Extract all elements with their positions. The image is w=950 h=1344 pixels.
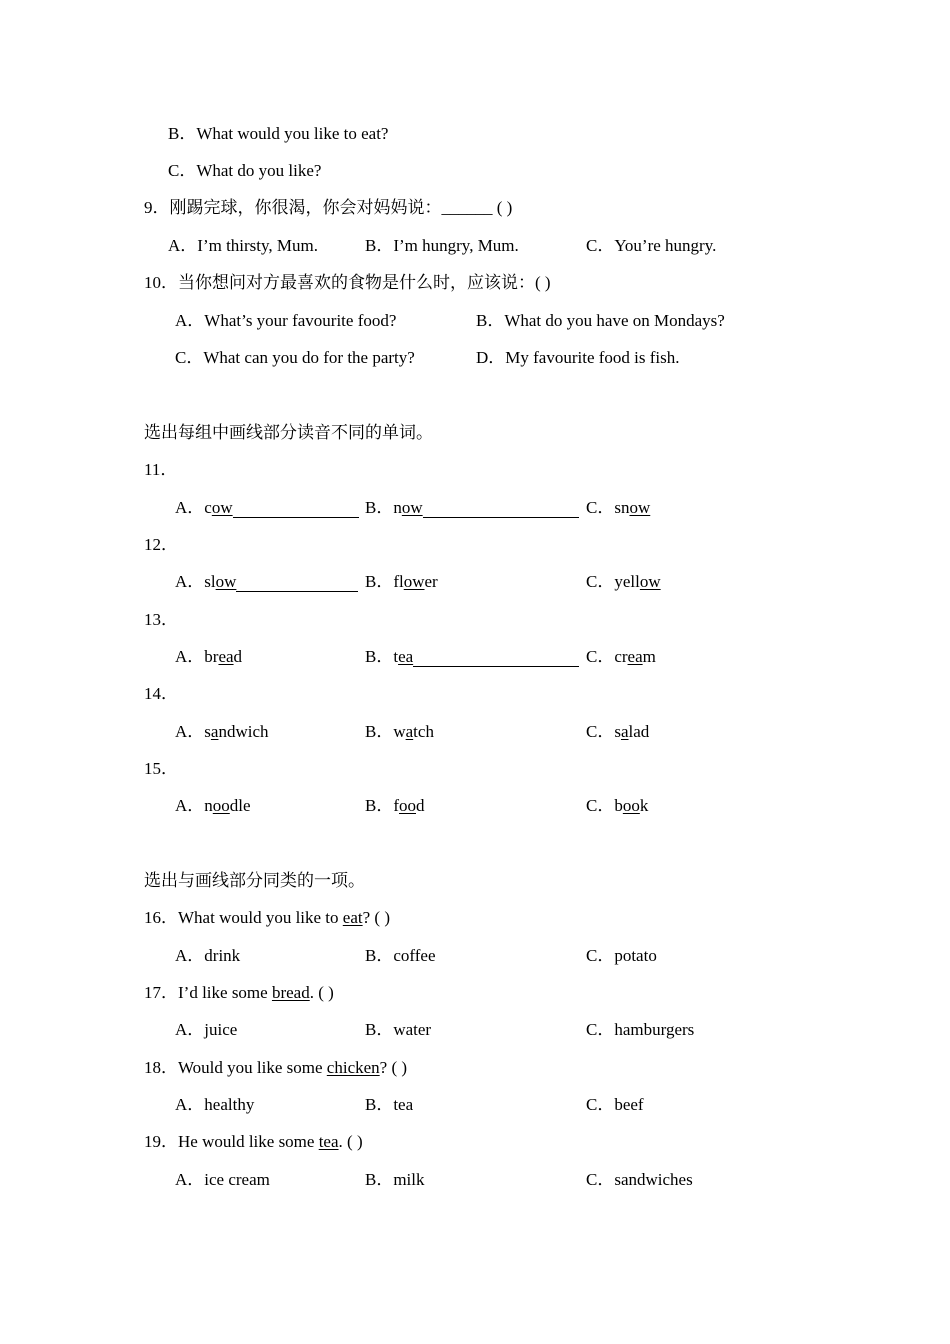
q8-option-b: B．What would you like to eat?: [168, 124, 389, 143]
q9-option-b: B．I’m hungry, Mum.: [365, 236, 519, 255]
answer-blank-line: [423, 500, 579, 518]
q10-option-d: D．My favourite food is fish.: [476, 348, 680, 367]
q19-option-c: C．sandwiches: [586, 1170, 693, 1189]
answer-blank-line: [413, 649, 579, 667]
q16-stem: 16．What would you like to eat? ( ): [144, 908, 390, 927]
q13-option-c: C．cream: [586, 647, 656, 666]
q10-option-c: C．What can you do for the party?: [175, 348, 415, 367]
q13-option-a: A．bread: [175, 647, 243, 666]
q8-option-c: C．What do you like?: [168, 161, 322, 180]
q19-option-a: A．ice cream: [175, 1170, 270, 1189]
q11-option-c: C．snow: [586, 498, 651, 517]
q14-option-a: A．sandwich: [175, 722, 269, 741]
q9-stem: 9．刚踢完球，你很渴，你会对妈妈说：______ ( ): [144, 198, 513, 217]
q17-option-b: B．water: [365, 1020, 432, 1039]
q18-option-a: A．healthy: [175, 1095, 255, 1114]
section3-instruction: 选出与画线部分同类的一项。: [144, 871, 365, 890]
q19-stem: 19．He would like some tea. ( ): [144, 1132, 363, 1151]
section2-instruction: 选出每组中画线部分读音不同的单词。: [144, 423, 433, 442]
q11-option-b: B．now: [365, 498, 579, 518]
q11-option-a: A．cow: [175, 498, 359, 518]
q12-option-a: A．slow: [175, 572, 358, 592]
answer-blank-line: [233, 500, 359, 518]
q10-option-b: B．What do you have on Mondays?: [476, 311, 725, 330]
q10-stem: 10．当你想问对方最喜欢的食物是什么时，应该说：( ): [144, 273, 551, 292]
q15-option-b: B．food: [365, 796, 425, 815]
q18-option-c: C．beef: [586, 1095, 644, 1114]
q12-option-c: C．yellow: [586, 572, 661, 591]
q12-number: 12．: [144, 535, 178, 554]
q14-option-b: B．watch: [365, 722, 434, 741]
q14-number: 14．: [144, 684, 178, 703]
q17-stem: 17．I’d like some bread. ( ): [144, 983, 334, 1002]
q17-option-c: C．hamburgers: [586, 1020, 695, 1039]
q10-option-a: A．What’s your favourite food?: [175, 311, 397, 330]
q18-stem: 18．Would you like some chicken? ( ): [144, 1058, 408, 1077]
q16-option-a: A．drink: [175, 946, 241, 965]
q16-option-c: C．potato: [586, 946, 657, 965]
q15-number: 15．: [144, 759, 178, 778]
q15-option-a: A．noodle: [175, 796, 251, 815]
q17-option-a: A．juice: [175, 1020, 238, 1039]
q19-option-b: B．milk: [365, 1170, 425, 1189]
answer-blank-line: [236, 574, 358, 592]
q11-number: 11．: [144, 460, 178, 479]
q13-option-b: B．tea: [365, 647, 579, 667]
q16-option-b: B．coffee: [365, 946, 436, 965]
q14-option-c: C．salad: [586, 722, 650, 741]
q9-option-c: C．You’re hungry.: [586, 236, 717, 255]
q15-option-c: C．book: [586, 796, 649, 815]
q18-option-b: B．tea: [365, 1095, 414, 1114]
q13-number: 13．: [144, 610, 178, 629]
q9-option-a: A．I’m thirsty, Mum.: [168, 236, 319, 255]
q12-option-b: B．flower: [365, 572, 438, 591]
